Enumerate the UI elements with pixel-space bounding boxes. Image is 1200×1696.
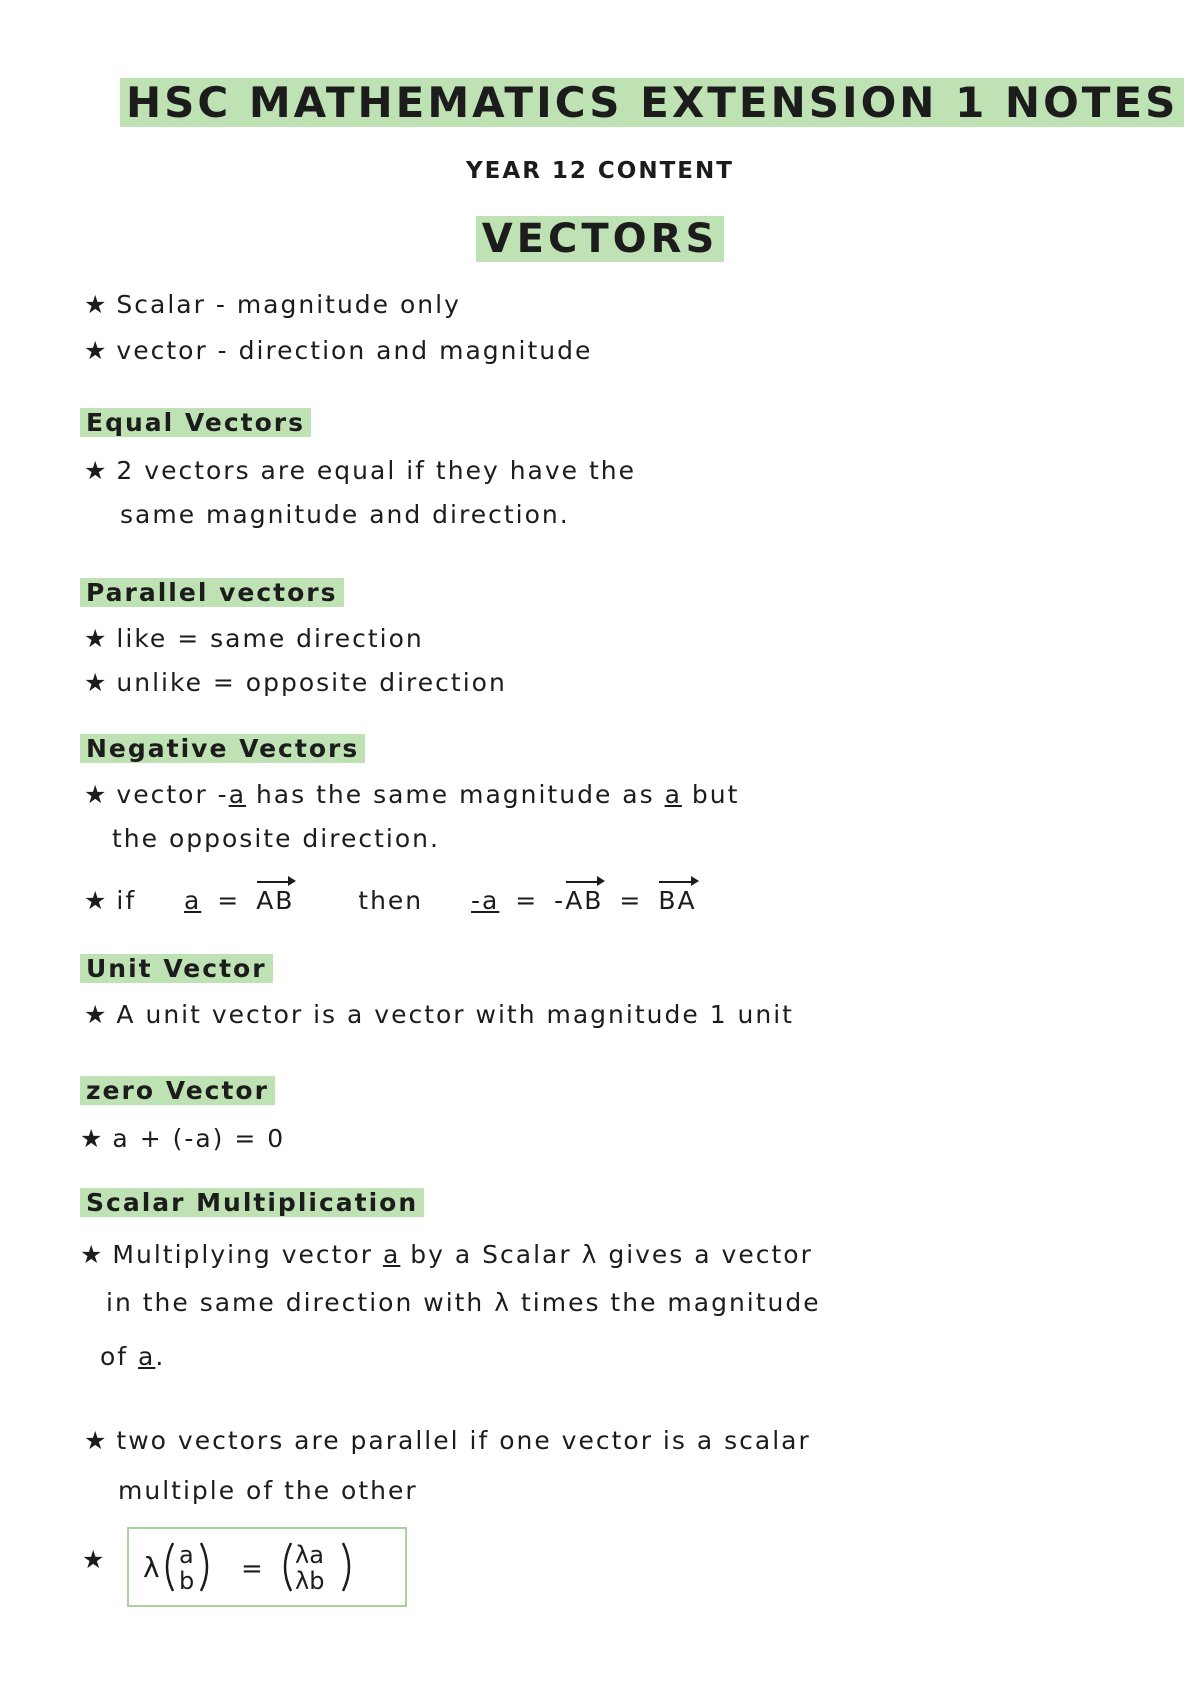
page-subtitle: YEAR 12 CONTENT	[466, 158, 734, 184]
page-title	[120, 78, 1179, 127]
star-bullet: ★	[82, 1545, 105, 1574]
vector-a-symbol: a	[138, 1342, 156, 1371]
star-bullet: ★	[84, 886, 109, 915]
parallel-vectors-heading	[80, 578, 344, 607]
vector-ab: AB	[256, 886, 295, 915]
parallel-unlike-text: unlike = opposite direction	[116, 668, 507, 697]
scalar-multiplication-heading	[80, 1188, 424, 1217]
zero-vector-heading-highlight: zero Vector	[80, 1076, 275, 1105]
star-bullet: ★	[80, 1240, 105, 1269]
scalar-mult-line-3	[100, 1342, 165, 1371]
parallel-vectors-heading-highlight: Parallel vectors	[80, 578, 344, 607]
formula-top-a: a	[179, 1541, 194, 1569]
negative-a-symbol: -a	[470, 886, 500, 915]
then-word: then	[358, 886, 424, 915]
equals-minus: = -	[515, 886, 566, 915]
scalar-mult-line-1	[80, 1240, 813, 1269]
negative-line-1-end: but	[681, 780, 740, 809]
star-bullet: ★	[84, 624, 109, 653]
vector-a-symbol: a	[228, 780, 247, 809]
if-word: if	[116, 886, 137, 915]
vector-ab-negated: AB	[565, 886, 604, 915]
scalar-definition	[84, 290, 461, 319]
topic-title-highlight: VECTORS	[476, 216, 725, 262]
vector-a-symbol: a	[184, 886, 202, 915]
formula-box	[127, 1527, 407, 1607]
negative-vectors-line-1	[84, 780, 739, 809]
vector-definition	[84, 336, 592, 365]
vector-ba: BA	[658, 886, 697, 915]
formula-equals: =	[241, 1554, 263, 1584]
parallel-like-text: like = same direction	[116, 624, 424, 653]
negative-line-1-post: has the same magnitude as	[246, 780, 665, 809]
parallel-like	[84, 624, 424, 653]
negative-vectors-heading	[80, 734, 365, 763]
vector-definition-text: vector - direction and magnitude	[116, 336, 593, 365]
formula-right-paren-2	[343, 1543, 349, 1591]
scalar-mult-line-3-pre: of	[100, 1342, 139, 1371]
equal-vectors-line-2: same magnitude and direction.	[120, 500, 570, 529]
scalar-vector-formula	[129, 1529, 405, 1605]
negative-line-1-pre: vector -	[116, 780, 229, 809]
scalar-mult-line-1-post: by a Scalar λ gives a vector	[400, 1240, 813, 1269]
negative-vectors-line-2: the opposite direction.	[112, 824, 440, 853]
negative-vectors-if-line	[84, 886, 697, 915]
unit-vector-text: A unit vector is a vector with magnitude 1 unit	[116, 1000, 794, 1029]
star-bullet: ★	[80, 1124, 105, 1153]
formula-lambda: λ	[143, 1551, 160, 1584]
scalar-mult-line-2: in the same direction with λ times the magnitude	[106, 1288, 821, 1317]
star-bullet: ★	[84, 456, 109, 485]
star-bullet: ★	[84, 668, 109, 697]
equal-vectors-line-1	[84, 456, 636, 485]
unit-vector-line	[84, 1000, 794, 1029]
scalar-mult-line-1-pre: Multiplying vector	[112, 1240, 383, 1269]
page-title-highlight: HSC MATHEMATICS EXTENSION 1 NOTES	[120, 78, 1184, 127]
star-bullet: ★	[84, 1426, 109, 1455]
star-bullet: ★	[84, 290, 109, 319]
negative-vectors-heading-highlight: Negative Vectors	[80, 734, 365, 763]
unit-vector-heading-highlight: Unit Vector	[80, 954, 273, 983]
parallel-scalar-line-1-text: two vectors are parallel if one vector is a scalar	[116, 1426, 811, 1455]
equals-sign: =	[217, 886, 241, 915]
star-bullet: ★	[84, 780, 109, 809]
formula-bottom-lambda-b: λb	[295, 1567, 325, 1595]
star-bullet: ★	[84, 336, 109, 365]
zero-vector-heading	[80, 1076, 275, 1105]
star-bullet: ★	[84, 1000, 109, 1029]
unit-vector-heading	[80, 954, 273, 983]
topic-title	[0, 216, 1200, 262]
parallel-scalar-line-2: multiple of the other	[118, 1476, 418, 1505]
equal-vectors-line-1-text: 2 vectors are equal if they have the	[116, 456, 637, 485]
scalar-multiplication-heading-highlight: Scalar Multiplication	[80, 1188, 424, 1217]
formula-right-paren-1	[201, 1543, 207, 1591]
parallel-scalar-line-1	[84, 1426, 811, 1455]
zero-vector-line	[80, 1124, 285, 1153]
vector-a-symbol: a	[383, 1240, 401, 1269]
formula-bottom-b: b	[179, 1567, 195, 1595]
equal-vectors-heading-highlight: Equal Vectors	[80, 408, 311, 437]
formula-top-lambda-a: λa	[295, 1541, 324, 1569]
scalar-definition-text: Scalar - magnitude only	[116, 290, 461, 319]
scalar-mult-line-3-post: .	[155, 1342, 166, 1371]
formula-left-paren-1	[167, 1543, 173, 1591]
vector-a-symbol: a	[664, 780, 682, 809]
equal-vectors-heading	[80, 408, 311, 437]
zero-vector-text: a + (-a) = 0	[112, 1124, 286, 1153]
equals-sign: =	[619, 886, 643, 915]
formula-left-paren-2	[285, 1543, 291, 1591]
parallel-unlike	[84, 668, 507, 697]
